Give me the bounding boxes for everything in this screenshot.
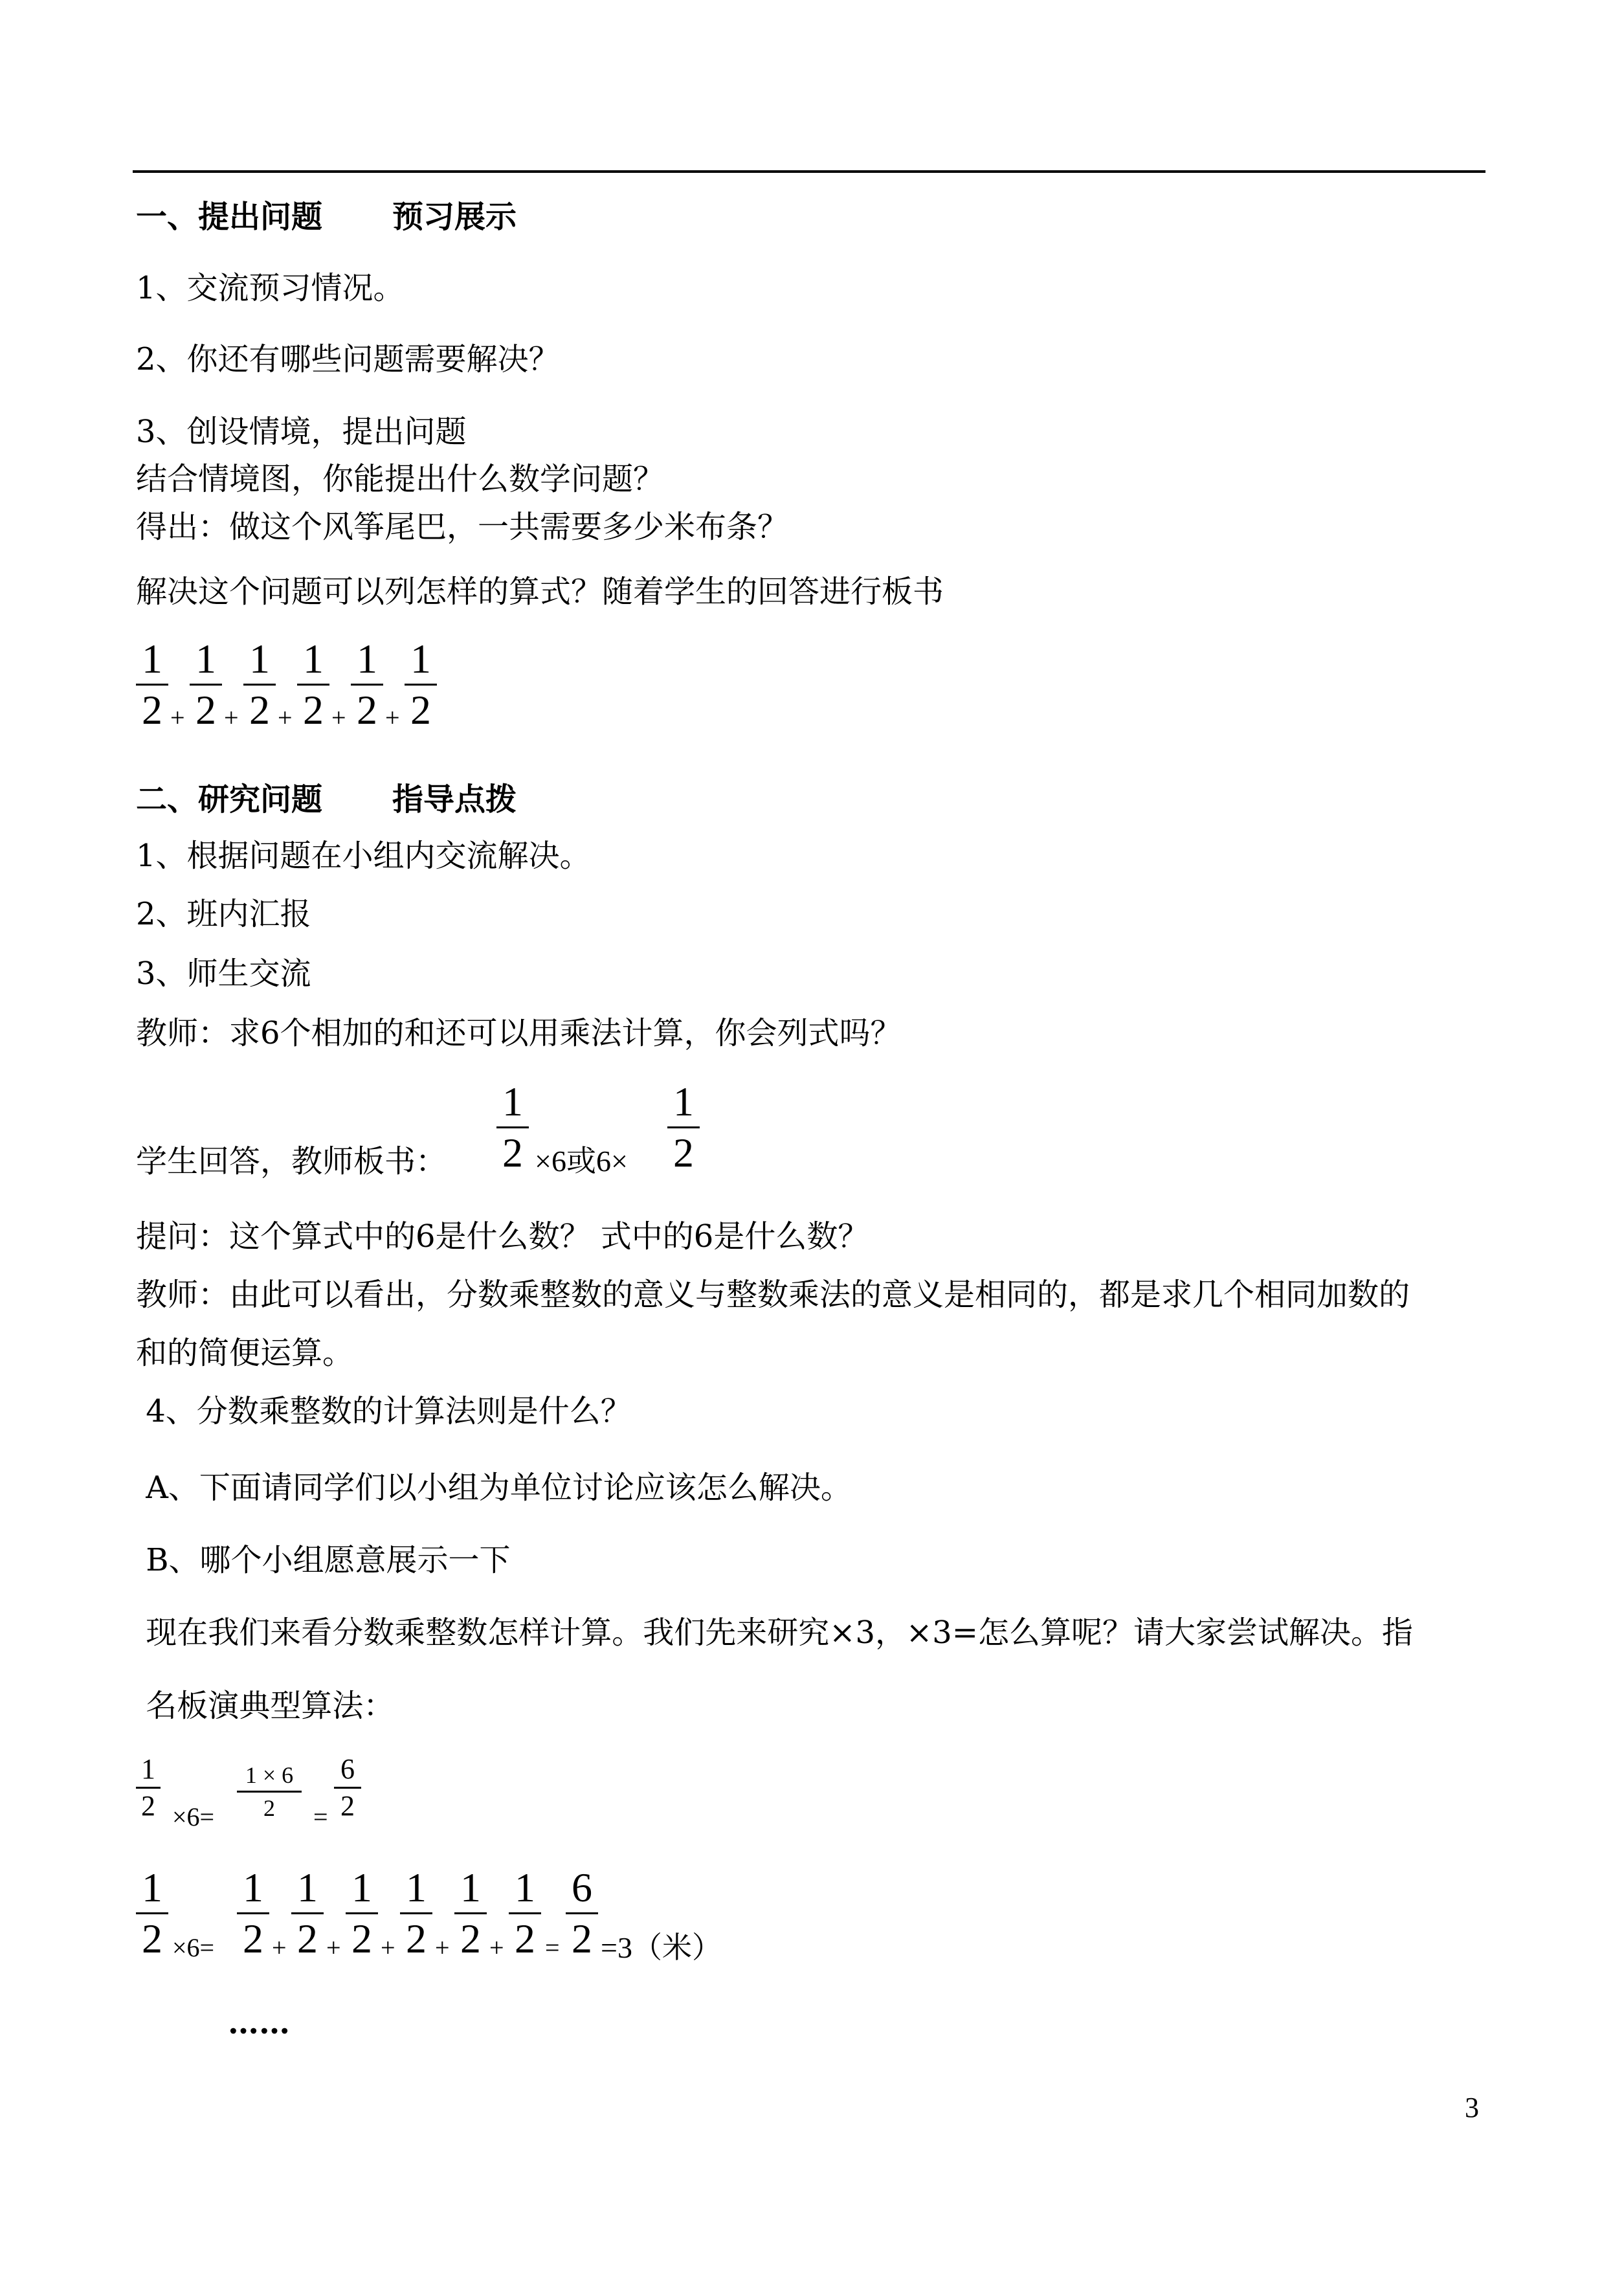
s2-line-12: 现在我们来看分数乘整数怎样计算。我们先来研究×3，×3=怎么算呢？请大家尝试解决。指 [136,1615,1413,1651]
calc2-multiply: ×6= [172,1933,215,1962]
s2-line-8: 和的简便运算。 [136,1335,354,1371]
s2-line-10: A、下面请同学们以小组为单位讨论应该怎么解决。 [136,1470,852,1506]
calc2-sum-fraction: 1 2 [237,1866,269,1961]
section2-subtitle: 指导点拨 [392,781,517,818]
calc2-result: =3（米） [601,1931,722,1964]
s1-line-3: 3、创设情境，提出问题 [136,414,467,450]
sum-fraction: 1 2 [297,637,329,732]
calc2-sum-fraction: 1 2 [346,1866,378,1961]
section2-heading [136,780,517,819]
s2-line-7: 教师：由此可以看出，分数乘整数的意义与整数乘法的意义是相同的，都是求几个相同加数的 [136,1277,1410,1313]
calc2-equals: = [545,1933,560,1962]
s1-line-4: 结合情境图，你能提出什么数学问题？ [136,461,665,497]
calc2-sum-fraction: 1 2 [291,1866,324,1961]
s2-line-13: 名板演典型算法： [136,1688,395,1724]
calc2-sum-fraction: 1 2 [400,1866,432,1961]
s2-line-3: 3、师生交流 [136,956,311,992]
page-number: 3 [1465,2092,1479,2123]
calc1-equals: = [313,1802,328,1831]
ellipsis: …… [228,2005,290,2041]
plus-sign: + [224,703,239,732]
s2-line-4: 教师：求6个相加的和还可以用乘法计算，你会列式吗？ [136,1015,902,1051]
s1-line-6: 解决这个问题可以列怎样的算式？随着学生的回答进行板书 [136,574,944,610]
calc1-fraction: 1 2 [136,1754,161,1821]
calc2-fraction: 1 2 [136,1866,168,1961]
calc2-sum-fraction: 1 2 [509,1866,541,1961]
plus-sign: + [278,703,293,732]
calc1-multiply: ×6= [172,1802,215,1831]
plus-sign: + [326,1933,341,1962]
section1-subtitle: 预习展示 [392,199,517,235]
sum-fraction: 1 2 [405,637,437,732]
sum-fraction: 1 2 [136,637,168,732]
sum-fraction: 1 2 [243,637,276,732]
plus-sign: + [385,703,400,732]
sum-fraction: 1 2 [351,637,383,732]
s1-line-1: 1、交流预习情况。 [136,270,405,306]
s2-line-9: 4、分数乘整数的计算法则是什么？ [136,1393,632,1429]
section1-heading [136,197,517,236]
plus-sign: + [272,1933,287,1962]
plus-sign: + [170,703,185,732]
plus-sign: + [489,1933,504,1962]
header-rule [133,170,1485,173]
board-operator: ×6或6× [535,1145,628,1178]
s2-line-6: 提问：这个算式中的6是什么数？ 式中的6是什么数？ [136,1218,869,1255]
s2-line-1: 1、根据问题在小组内交流解决。 [136,838,591,874]
s2-line-11: B、哪个小组愿意展示一下 [136,1542,511,1578]
s1-line-5: 得出：做这个风筝尾巴，一共需要多少米布条？ [136,509,789,545]
calc2-result-fraction: 6 2 [566,1866,598,1961]
plus-sign: + [435,1933,450,1962]
plus-sign: + [381,1933,395,1962]
s2-line-2: 2、班内汇报 [136,896,311,932]
board-fraction: 1 2 [667,1080,700,1175]
plus-sign: + [331,703,346,732]
s2-line-5: 学生回答，教师板书： [136,1143,447,1180]
section2-title: 二、研究问题 [136,781,323,818]
calc1-mid-fraction: 1 × 6 2 [237,1762,302,1821]
board-fraction: 1 2 [496,1080,529,1175]
calc2-sum-fraction: 1 2 [454,1866,487,1961]
sum-fraction: 1 2 [190,637,222,732]
calc1-result-fraction: 6 2 [334,1754,361,1821]
s1-line-2: 2、你还有哪些问题需要解决？ [136,341,560,377]
section1-title: 一、提出问题 [136,199,323,235]
